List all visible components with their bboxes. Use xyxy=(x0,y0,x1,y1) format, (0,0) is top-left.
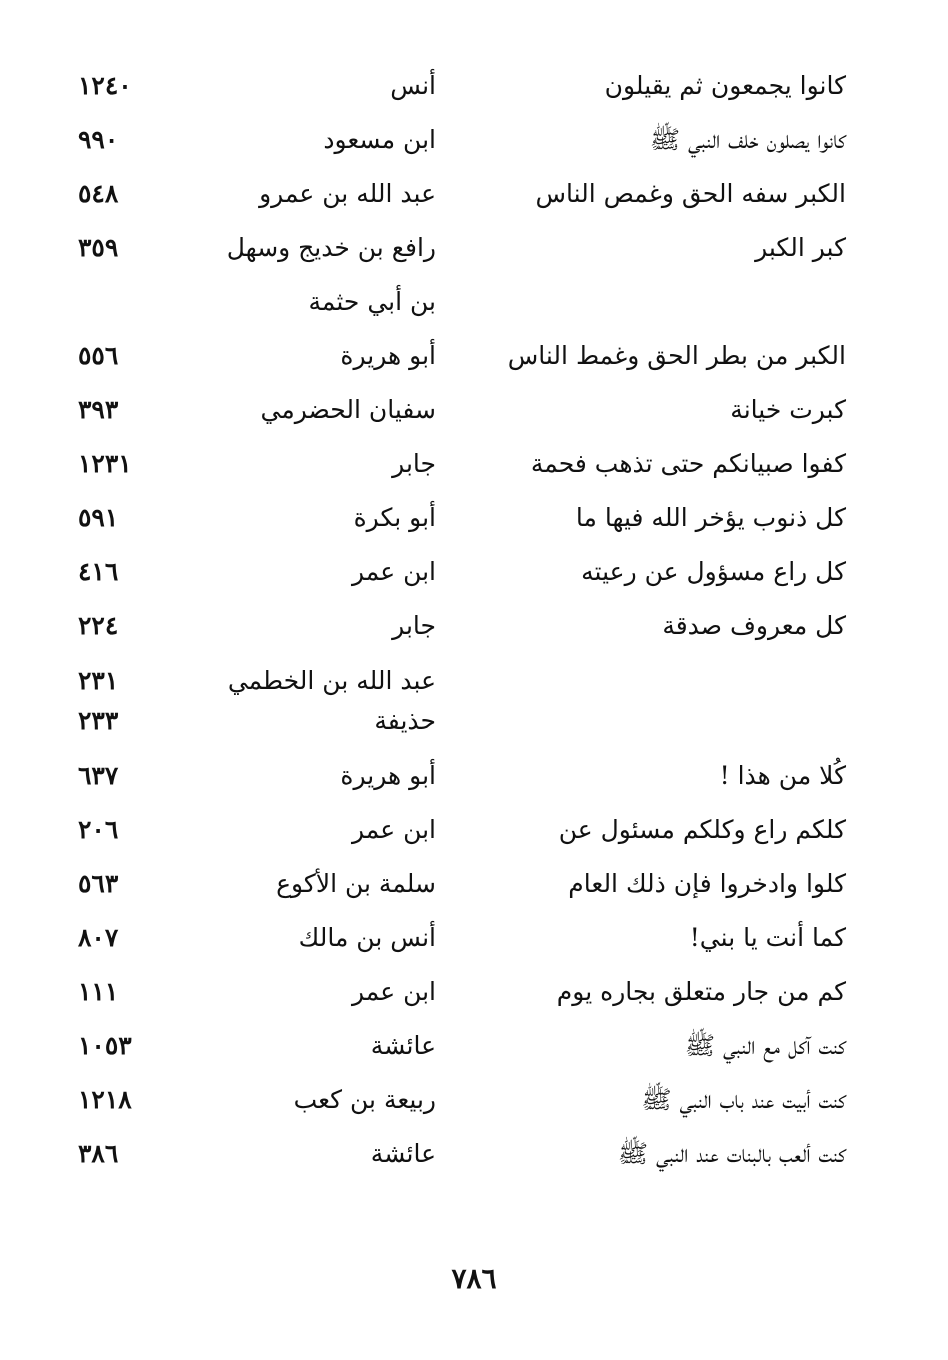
index-row xyxy=(0,444,948,484)
hadith-number: ٢٣١ xyxy=(78,666,119,695)
index-row xyxy=(0,972,948,1012)
index-row xyxy=(0,390,948,430)
hadith-text: كلوا وادخروا فإن ذلك العام xyxy=(568,869,846,898)
narrator-name: أبو هريرة xyxy=(340,341,436,370)
index-row xyxy=(0,810,948,850)
index-row xyxy=(0,606,948,646)
narrator-name: ابن عمر xyxy=(351,557,436,586)
index-row xyxy=(0,66,948,106)
narrator-name: ابن عمر xyxy=(351,977,436,1006)
hadith-number: ٨٠٧ xyxy=(78,923,119,952)
hadith-text: كلكم راع وكلكم مسئول عن xyxy=(558,815,846,844)
hadith-number: ١٠٥٣ xyxy=(78,1031,132,1060)
index-row xyxy=(0,661,948,701)
hadith-number: ٥٥٦ xyxy=(78,341,119,370)
hadith-number: ٥٩١ xyxy=(78,503,119,532)
index-row xyxy=(0,120,948,160)
narrator-name: أنس xyxy=(390,71,436,100)
hadith-number: ١٢١٨ xyxy=(78,1085,132,1114)
index-row xyxy=(0,498,948,538)
hadith-text: كنت آكل مع النبي ﷺ xyxy=(684,1031,846,1060)
hadith-number: ٣٩٣ xyxy=(78,395,119,424)
hadith-number: ٢٠٦ xyxy=(78,815,119,844)
hadith-number: ١٢٤٠ xyxy=(78,71,132,100)
narrator-name: عائشة xyxy=(370,1139,436,1168)
narrator-name: بن أبي حثمة xyxy=(308,287,436,316)
index-row xyxy=(0,552,948,592)
index-row xyxy=(0,1134,948,1174)
index-row xyxy=(0,282,948,322)
narrator-name: عبد الله بن عمرو xyxy=(259,179,436,208)
hadith-text: الكبر من بطر الحق وغمط الناس xyxy=(507,341,846,370)
index-row xyxy=(0,918,948,958)
narrator-name: ابن مسعود xyxy=(323,125,436,154)
hadith-number: ١٢٣١ xyxy=(78,449,132,478)
hadith-number: ٣٥٩ xyxy=(78,233,119,262)
hadith-text: الكبر سفه الحق وغمص الناس xyxy=(535,179,846,208)
narrator-name: جابر xyxy=(392,611,436,640)
hadith-number: ٥٤٨ xyxy=(78,179,119,208)
hadith-text: كانوا يجمعون ثم يقيلون xyxy=(604,71,846,100)
hadith-number: ٢٢٤ xyxy=(78,611,119,640)
hadith-text: كبر الكبر xyxy=(755,233,846,262)
hadith-text: كنت ألعب بالبنات عند النبي ﷺ xyxy=(617,1139,846,1168)
hadith-text: كما أنت يا بني! xyxy=(689,923,846,952)
narrator-name: عبد الله بن الخطمي xyxy=(227,666,436,695)
hadith-number: ٦٣٧ xyxy=(78,761,119,790)
narrator-name: رافع بن خديج وسهل xyxy=(226,233,436,262)
hadith-number: ٤١٦ xyxy=(78,557,119,586)
page-number: ٧٨٦ xyxy=(451,1262,497,1295)
narrator-name: ابن عمر xyxy=(351,815,436,844)
hadith-text: كل معروف صدقة xyxy=(662,611,846,640)
narrator-name: أبو هريرة xyxy=(340,761,436,790)
narrator-name: أبو بكرة xyxy=(353,503,436,532)
hadith-text: كبرت خيانة xyxy=(730,395,846,424)
hadith-text: كُلا من هذا ! xyxy=(719,761,846,790)
narrator-name: حذيفة xyxy=(374,706,436,735)
index-row xyxy=(0,864,948,904)
index-row xyxy=(0,1026,948,1066)
index-row xyxy=(0,228,948,268)
hadith-number: ٢٣٣ xyxy=(78,706,119,735)
hadith-text: كل راع مسؤول عن رعيته xyxy=(581,557,846,586)
index-row xyxy=(0,174,948,214)
index-row xyxy=(0,1080,948,1120)
narrator-name: أنس بن مالك xyxy=(298,923,436,952)
hadith-number: ٩٩٠ xyxy=(78,125,119,154)
hadith-text: كفوا صبيانكم حتى تذهب فحمة xyxy=(530,449,846,478)
hadith-number: ٣٨٦ xyxy=(78,1139,119,1168)
hadith-text: كانوا يصلون خلف النبي ﷺ xyxy=(649,125,846,154)
index-row xyxy=(0,756,948,796)
hadith-text: كم من جار متعلق بجاره يوم xyxy=(556,977,846,1006)
narrator-name: سفيان الحضرمي xyxy=(260,395,436,424)
narrator-name: سلمة بن الأكوع xyxy=(276,869,436,898)
index-row xyxy=(0,336,948,376)
narrator-name: جابر xyxy=(392,449,436,478)
hadith-text: كنت أبيت عند باب النبي ﷺ xyxy=(641,1085,846,1114)
hadith-text: كل ذنوب يؤخر الله فيها ما xyxy=(575,503,846,532)
narrator-name: ربيعة بن كعب xyxy=(293,1085,436,1114)
hadith-number: ٥٦٣ xyxy=(78,869,119,898)
index-row xyxy=(0,701,948,741)
narrator-name: عائشة xyxy=(370,1031,436,1060)
hadith-number: ١١١ xyxy=(78,977,119,1006)
